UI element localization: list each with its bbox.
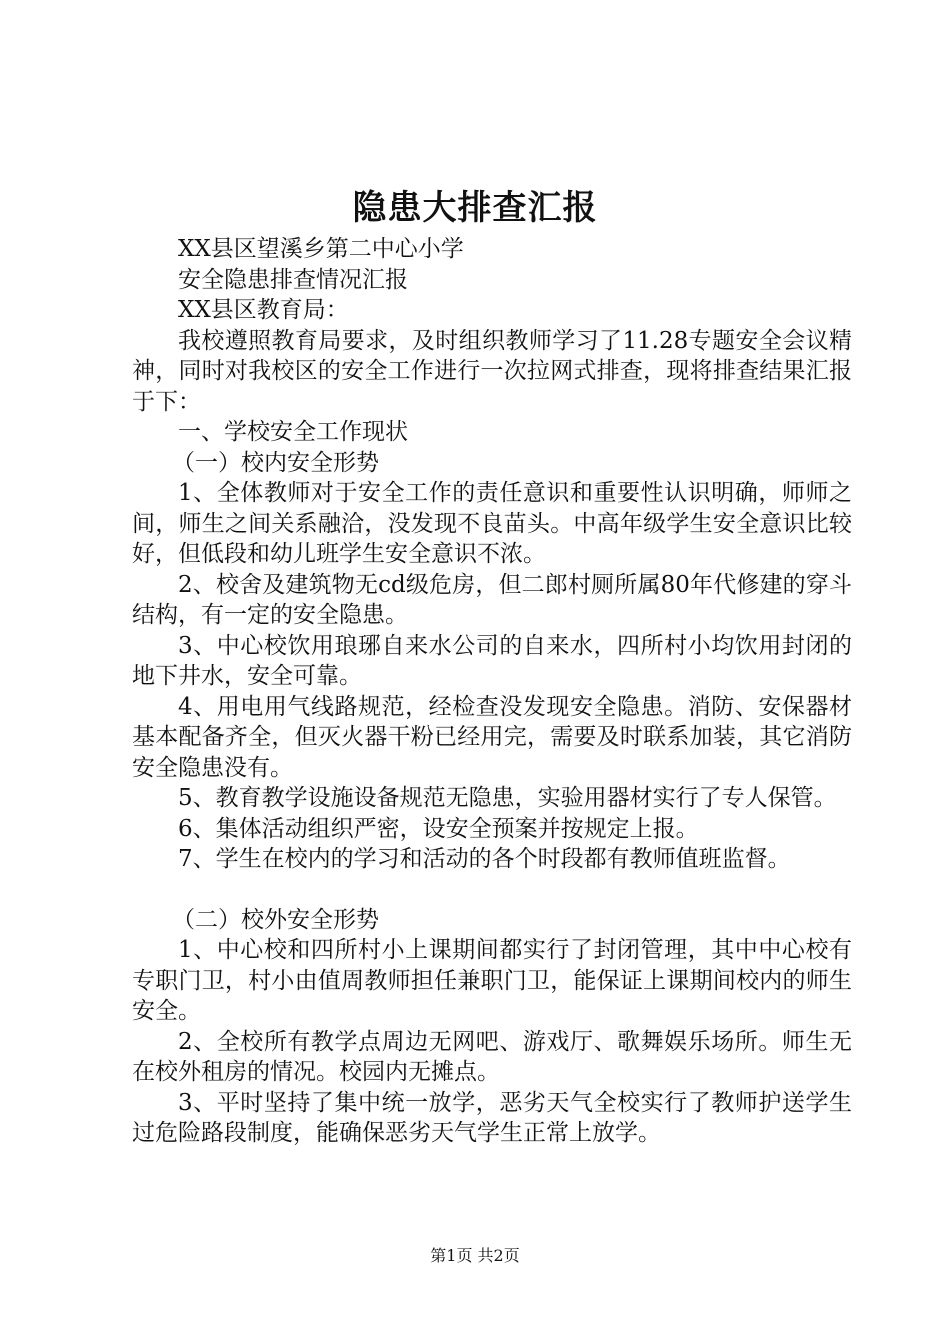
list-item: 5、教育教学设施设备规范无隐患，实验用器材实行了专人保管。 bbox=[178, 785, 837, 811]
document-title: 隐患大排查汇报 bbox=[352, 188, 598, 228]
list-item: 3、中心校饮用琅琊自来水公司的自来水，四所村小均饮用封闭的地下井水，安全可靠。 bbox=[132, 632, 852, 689]
section-heading: 一、学校安全工作现状 bbox=[178, 419, 408, 445]
subsection-heading-internal: （一）校内安全形势 bbox=[172, 449, 379, 476]
list-item: 6、集体活动组织严密，设安全预案并按规定上报。 bbox=[178, 815, 699, 842]
list-item: 1、全体教师对于安全工作的责任意识和重要性认识明确，师师之间，师生之间关系融洽，没发现不良苗头。中高年级学生安全意识比较好，但低段和幼儿班学生安全意识不浓。 bbox=[132, 480, 852, 567]
document-body bbox=[132, 234, 852, 1149]
list-item: 4、用电用气线路规范，经检查没发现安全隐患。消防、安保器材基本配备齐全，但灭火器干粉已经用完，需要及时联系加装，其它消防安全隐患没有。 bbox=[132, 693, 852, 781]
page-number-footer: 第1页 共2页 bbox=[430, 1246, 520, 1265]
list-item: 7、学生在校内的学习和活动的各个时段都有教师值班监督。 bbox=[178, 846, 791, 872]
blank-line bbox=[132, 875, 852, 905]
list-item: 2、校舍及建筑物无cd级危房，但二郎村厕所属80年代修建的穿斗结构，有一定的安全隐患。 bbox=[132, 571, 852, 628]
subsection-heading-external: （二）校外安全形势 bbox=[172, 906, 379, 933]
list-item: 2、全校所有教学点周边无网吧、游戏厅、歌舞娱乐场所。师生无在校外租房的情况。校园内无摊点。 bbox=[132, 1028, 852, 1085]
intro-paragraph: 我校遵照教育局要求，及时组织教师学习了11.28专题安全会议精神，同时对我校区的安全工作进行一次拉网式排查，现将排查结果汇报于下： bbox=[132, 327, 852, 415]
list-item: 1、中心校和四所村小上课期间都实行了封闭管理，其中中心校有专职门卫，村小由值周教师担任兼职门卫，能保证上课期间校内的师生安全。 bbox=[132, 937, 852, 1024]
report-name-line: 安全隐患排查情况汇报 bbox=[178, 266, 408, 293]
addressee-line: XX县区教育局： bbox=[178, 297, 349, 323]
list-item: 3、平时坚持了集中统一放学，恶劣天气全校实行了教师护送学生过危险路段制度，能确保恶劣天气学生正常上放学。 bbox=[132, 1089, 852, 1146]
school-name-line: XX县区望溪乡第二中心小学 bbox=[178, 236, 464, 262]
